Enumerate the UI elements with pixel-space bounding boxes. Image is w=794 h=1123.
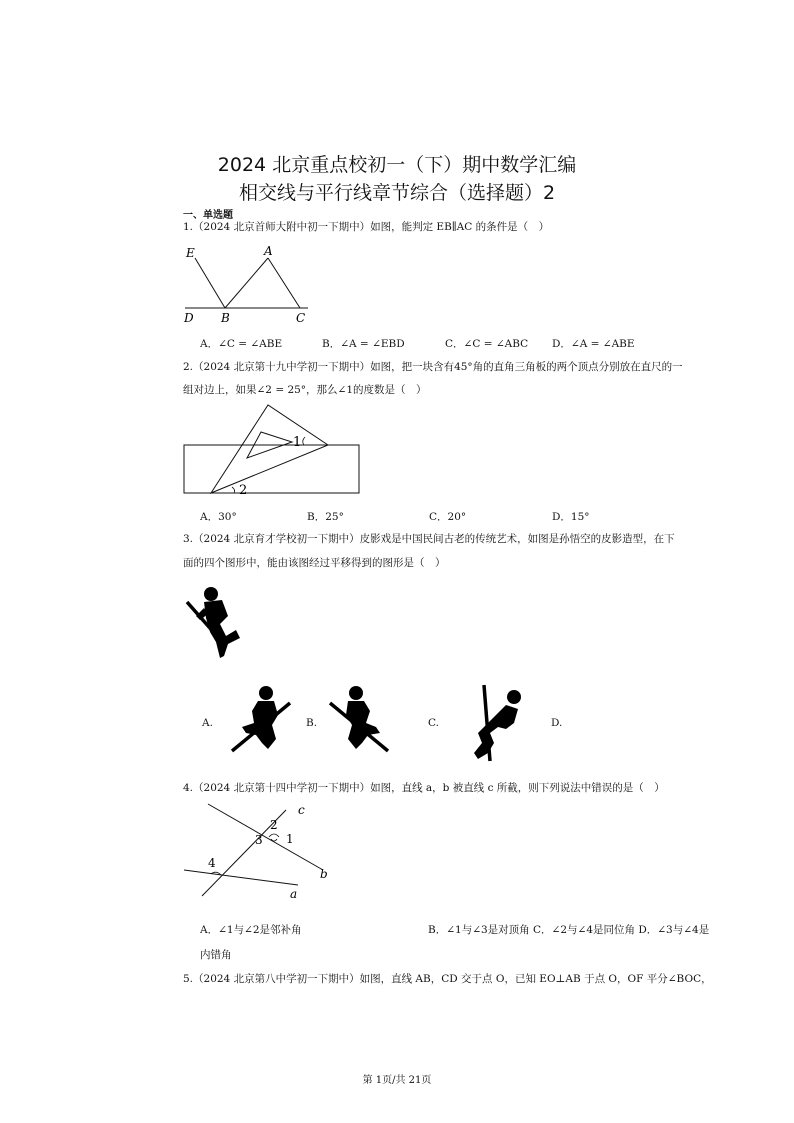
question-2-text-line2: 组对边上，如果∠2 = 25°，那么∠1的度数是（ ） xyxy=(183,384,427,396)
question-4-text: 4.（2024 北京第十四中学初一下期中）如图，直线 a，b 被直线 c 所截，则下列说法中错误的是（ ） xyxy=(183,782,665,794)
q3-option-d-label: D. xyxy=(551,717,563,729)
shadow-puppet-figure xyxy=(184,582,254,662)
section-heading: 一、单选题 xyxy=(183,210,233,221)
angle-1-label: 1 xyxy=(286,832,294,846)
question-1-text: 1.（2024 北京首师大附中初一下期中）如图，能判定 EB∥AC 的条件是（ ） xyxy=(183,221,550,233)
label-C: C xyxy=(296,311,306,325)
question-3-text-line1: 3.（2024 北京育才学校初一下期中）皮影戏是中国民间古老的传统艺术，如图是孙悟空的皮影造型，在下 xyxy=(183,533,675,545)
label-A: A xyxy=(264,244,273,258)
question-5-text: 5.（2024 北京第八中学初一下期中）如图，直线 AB，CD 交于点 O，已知 EO⊥AB 于点 O，OF 平分∠BOC， xyxy=(183,973,712,985)
q3-option-c-label: C. xyxy=(428,717,439,729)
q3-option-b-figure xyxy=(326,683,392,755)
q2-option-b: B．25° xyxy=(307,511,344,523)
question-2-text-line1: 2.（2024 北京第十九中学初一下期中）如图，把一块含有45°角的直角三角板的两个顶点分别放在直尺的一 xyxy=(183,361,683,373)
q1-option-a: A．∠C = ∠ABE xyxy=(200,338,283,350)
q3-option-a-figure xyxy=(228,683,294,755)
page-title-line1: 2024 北京重点校初一（下）期中数学汇编 xyxy=(217,154,577,176)
q4-option-a: A．∠1与∠2是邻补角 xyxy=(200,924,302,936)
q2-option-c: C．20° xyxy=(429,511,467,523)
q4-option-d-continued: 内错角 xyxy=(200,949,232,961)
angle-4-label: 4 xyxy=(208,856,216,870)
label-B: B xyxy=(221,311,230,325)
q2-option-a: A．30° xyxy=(200,511,237,523)
line-c-label: c xyxy=(298,803,305,817)
q1-option-d: D．∠A = ∠ABE xyxy=(552,338,635,350)
question-1-figure xyxy=(180,240,320,328)
label-E: E xyxy=(186,246,195,260)
page-footer: 第 1页/共 21页 xyxy=(362,1075,432,1086)
angle-1-label: 1 xyxy=(293,435,302,450)
q1-option-b: B．∠A = ∠EBD xyxy=(322,338,405,350)
question-3-text-line2: 面的四个图形中，能由该图经过平移得到的图形是（ ） xyxy=(183,557,446,569)
q3-option-a-label: A. xyxy=(202,717,213,729)
angle-2-label: 2 xyxy=(239,483,248,498)
line-a-label: a xyxy=(290,887,298,901)
q2-option-d: D．15° xyxy=(552,511,590,523)
page-title-line2: 相交线与平行线章节综合（选择题）2 xyxy=(238,182,556,204)
angle-3-label: 3 xyxy=(255,833,263,847)
q3-option-b-label: B. xyxy=(306,717,318,729)
angle-2-label: 2 xyxy=(270,818,278,832)
line-b-label: b xyxy=(320,867,328,881)
question-4-figure xyxy=(178,800,338,902)
q4-options-bcd: B．∠1与∠3是对顶角 C．∠2与∠4是同位角 D．∠3与∠4是 xyxy=(428,924,710,936)
question-2-figure xyxy=(180,402,365,500)
label-D: D xyxy=(184,311,194,325)
q3-option-c-figure xyxy=(468,683,528,763)
q1-option-c: C．∠C = ∠ABC xyxy=(445,338,529,350)
